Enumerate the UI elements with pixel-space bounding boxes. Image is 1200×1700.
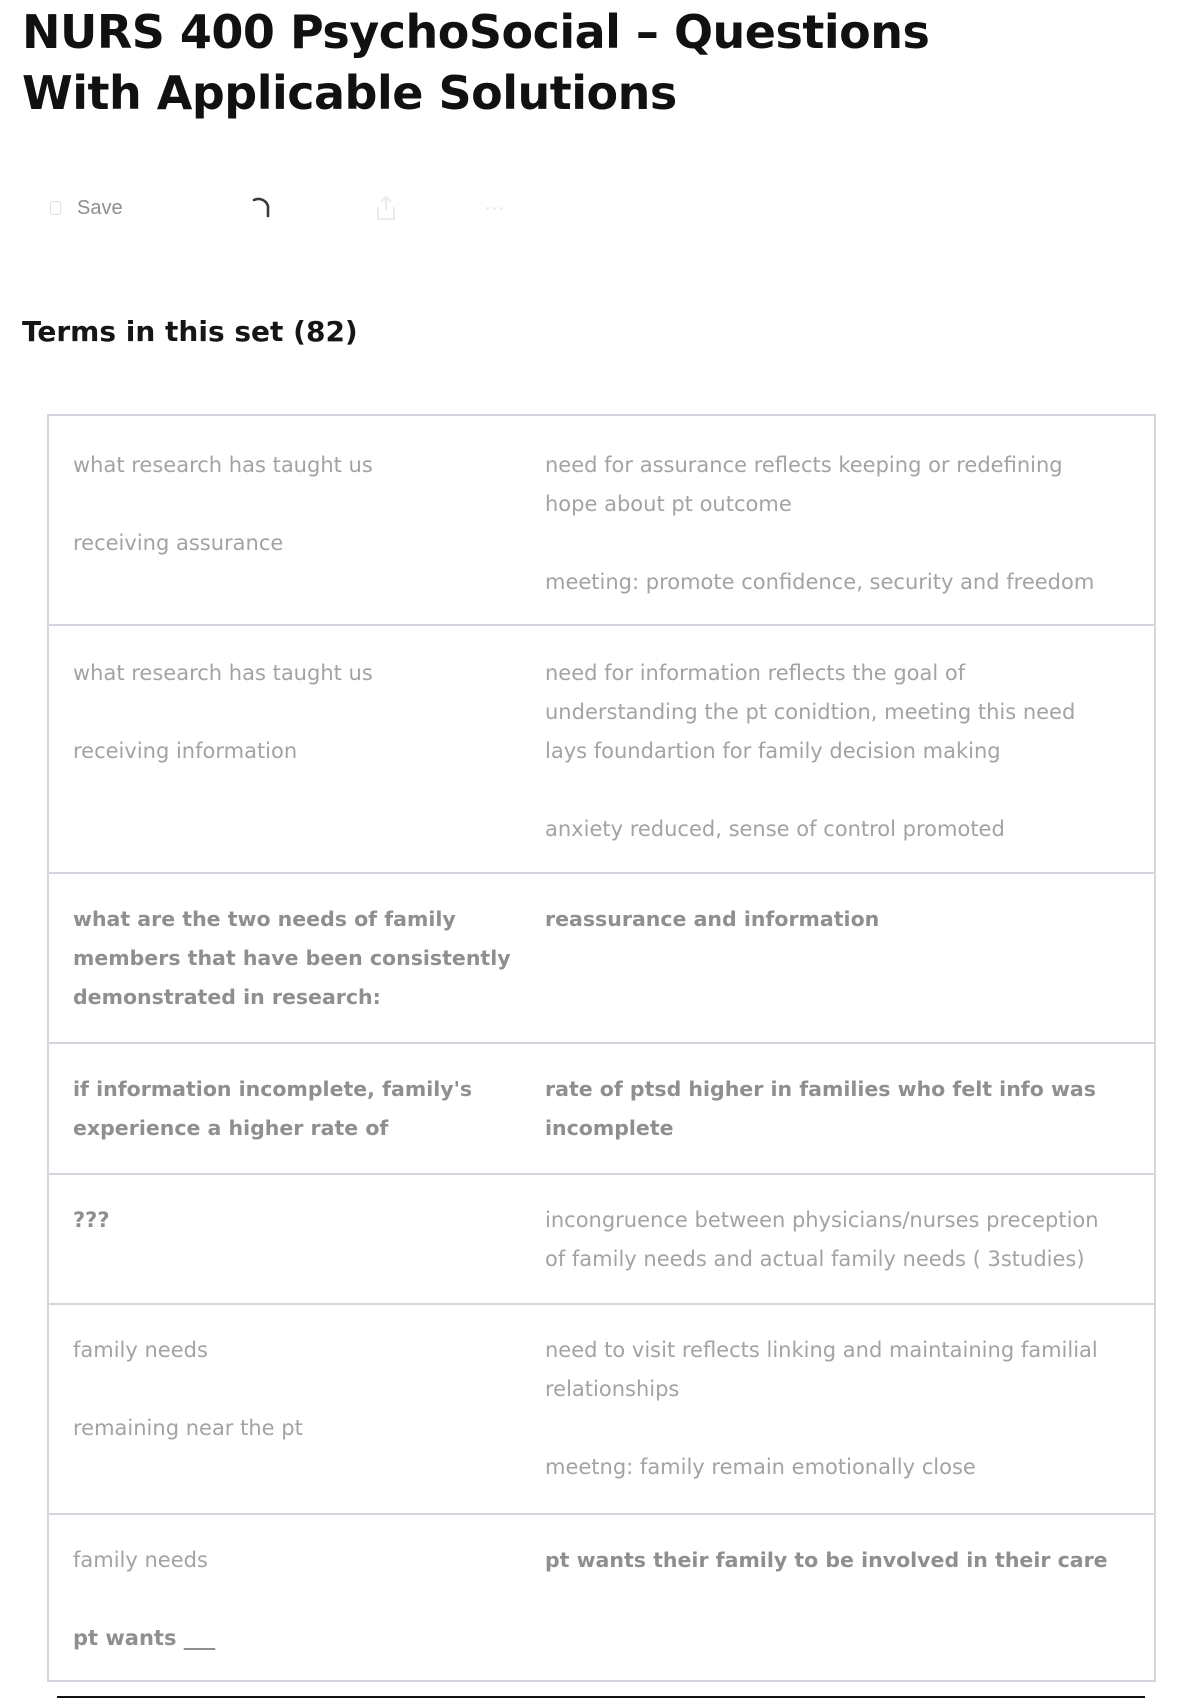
definition-line: anxiety reduced, sense of control promoted <box>545 817 1005 841</box>
save-label: Save <box>77 196 123 219</box>
term-line: what are the two needs of family <box>73 907 456 931</box>
definition-text <box>545 446 1135 602</box>
definition-line: hope about pt outcome <box>545 492 792 516</box>
more-options-icon[interactable] <box>474 188 514 228</box>
definition-text <box>545 1201 1135 1279</box>
term-line: family needs <box>73 1548 208 1572</box>
term-text <box>73 1201 513 1240</box>
term-row <box>49 1044 1154 1175</box>
loading-spinner-icon <box>240 188 280 228</box>
definition-text <box>545 1331 1135 1487</box>
term-line: demonstrated in research: <box>73 985 381 1009</box>
term-line: members that have been consistently <box>73 946 511 970</box>
term-text <box>73 1070 513 1148</box>
divider <box>57 1696 1145 1698</box>
definition-line: understanding the pt conidtion, meeting this need <box>545 700 1076 724</box>
definition-line: pt wants their family to be involved in their care <box>545 1548 1108 1572</box>
definition-line: rate of ptsd higher in families who felt info was <box>545 1077 1096 1101</box>
term-text <box>73 446 513 563</box>
set-toolbar <box>50 188 470 228</box>
term-row <box>49 416 1154 626</box>
term-text <box>73 654 513 771</box>
term-row <box>49 1305 1154 1515</box>
share-icon[interactable] <box>366 188 406 228</box>
term-line: remaining near the pt <box>73 1416 303 1440</box>
term-line: if information incomplete, family's <box>73 1077 473 1101</box>
term-row <box>49 1175 1154 1305</box>
definition-line: relationships <box>545 1377 680 1401</box>
definition-text <box>545 1541 1135 1580</box>
page-title: NURS 400 PsychoSocial – Questions With Applicable Solutions <box>22 5 930 120</box>
term-row <box>49 1515 1154 1682</box>
terms-count-heading: Terms in this set (82) <box>22 315 358 348</box>
term-line: what research has taught us <box>73 453 373 477</box>
definition-text <box>545 654 1135 849</box>
definition-line: need for information reflects the goal of <box>545 661 966 685</box>
terms-list <box>47 414 1156 1682</box>
term-text <box>73 1331 513 1448</box>
definition-line: incongruence between physicians/nurses preception <box>545 1208 1099 1232</box>
save-button[interactable] <box>50 188 160 228</box>
term-row <box>49 874 1154 1044</box>
term-line: receiving assurance <box>73 531 284 555</box>
definition-line: need for assurance reflects keeping or redefining <box>545 453 1063 477</box>
definition-text <box>545 900 1135 939</box>
definition-line: need to visit reflects linking and maintaining familial <box>545 1338 1098 1362</box>
term-row <box>49 626 1154 874</box>
definition-text <box>545 1070 1135 1148</box>
term-text <box>73 1541 513 1658</box>
definition-line: lays foundartion for family decision making <box>545 739 1001 763</box>
definition-line: reassurance and information <box>545 907 880 931</box>
term-line: family needs <box>73 1338 208 1362</box>
term-line: receiving information <box>73 739 298 763</box>
term-line: what research has taught us <box>73 661 373 685</box>
term-line: ??? <box>73 1208 110 1232</box>
term-line: pt wants ___ <box>73 1626 216 1650</box>
definition-line: of family needs and actual family needs ( 3studies) <box>545 1247 1085 1271</box>
bookmark-icon <box>50 201 61 215</box>
definition-line: incomplete <box>545 1116 674 1140</box>
definition-line: meeting: promote confidence, security and freedom <box>545 570 1095 594</box>
definition-line: meetng: family remain emotionally close <box>545 1455 976 1479</box>
term-line: experience a higher rate of <box>73 1116 389 1140</box>
term-text <box>73 900 513 1017</box>
